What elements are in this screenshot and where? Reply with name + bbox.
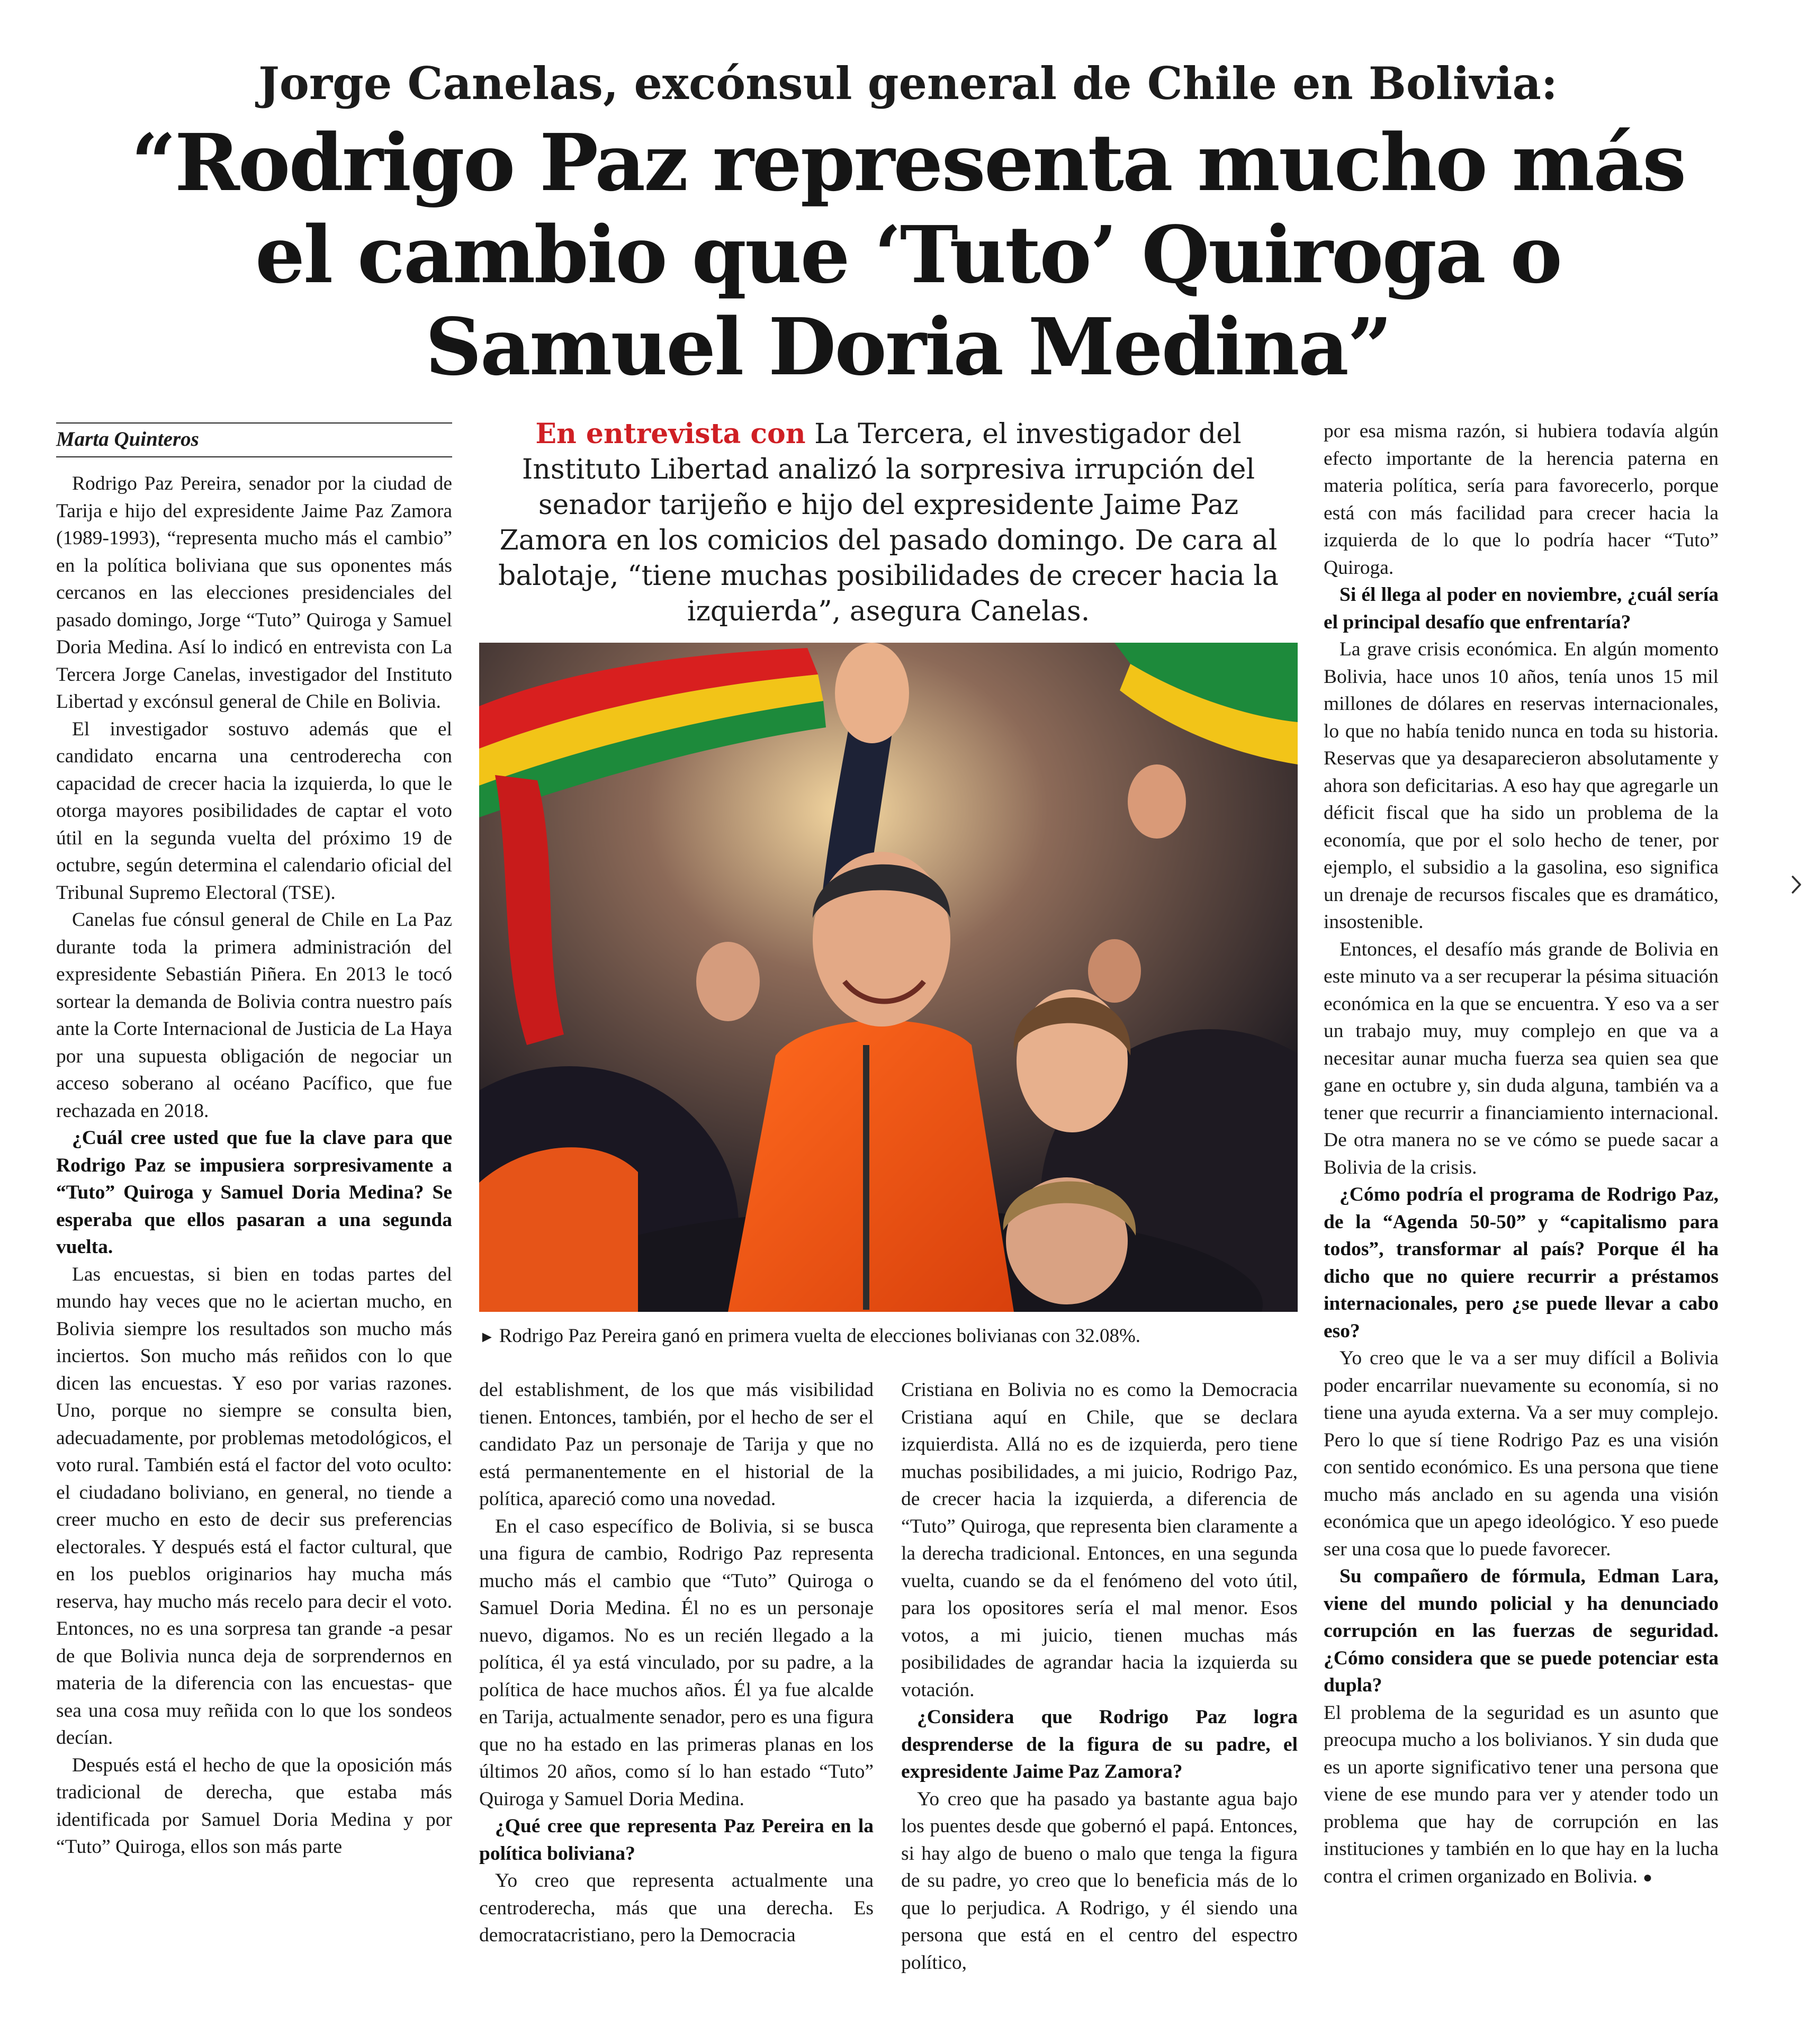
article-paragraph: La grave crisis económica. En algún momento Bolivia, hace unos 10 años, tenía unos 15 mil millones de dólares en reservas internacionales, lo que no había tenido nunca en toda su historia. Reservas que ya desaparecieron absolutamente y ahora son deficitarias. A eso hay que agregarle un déficit fiscal que ha sido un problema de la economía, que por el solo hecho de tener, por ejemplo, el subsidio a la gasolina, eso significa un drenaje de recursos fiscales que es dramático, insostenible.	[1324, 638, 1719, 933]
chevron-right-icon	[1788, 874, 1804, 896]
article-paragraph: por esa misma razón, si hubiera todavía algún efecto importante de la herencia paterna en materia política, sería para favorecerlo, porque está con más facilidad para crecer hacia la izquierda de lo que lo podría hacer “Tuto” Quiroga.	[1324, 420, 1719, 579]
caption-text: Rodrigo Paz Pereira ganó en primera vuelta de elecciones bolivianas con 32.08%.	[499, 1325, 1141, 1347]
photo-caption	[479, 1323, 1298, 1350]
article-column-3	[901, 1376, 1298, 1976]
article-paragraph: Canelas fue cónsul general de Chile en La Paz durante toda la primera administración del expresidente Sebastián Piñera. En 2013 le tocó sortear la demanda de Bolivia contra nuestro país ante la Corte Internacional de Justicia de La Haya por una supuesta obligación de negociar un acceso soberano al océano Pacífico, que fue rechazada en 2018.	[56, 909, 452, 1122]
article-paragraph: En el caso específico de Bolivia, si se busca una figura de cambio, Rodrigo Paz representa mucho más el cambio que “Tuto” Quiroga o Samuel Doria Medina. Él no es un personaje nuevo, digamos. No es un recién llegado a la política, él ya está vinculado, por su padre, a la política de hace muchos años. Él ya fue alcalde en Tarija, actualmente senador, pero es una figura que no ha estado en las primeras planas en los últimos 20 años, como sí lo han estado “Tuto” Quiroga y Samuel Doria Medina.	[479, 1515, 874, 1810]
interview-question: ¿Cómo podría el programa de Rodrigo Paz, de la “Agenda 50-50” y “capitalismo para todos”, transformar al país? Porque él ha dicho que no quiere recurrir a préstamos internacionales, pero ¿se puede llevar a cabo eso?	[1324, 1184, 1719, 1342]
article-column-4	[1324, 418, 1719, 1891]
end-mark-icon: ●	[1642, 1868, 1652, 1886]
article-paragraph: Yo creo que le va a ser muy difícil a Bolivia poder encarrilar nuevamente su economía, si no tiene una ayuda externa. Va a ser muy complejo. Pero lo que sí tiene Rodrigo Paz es una visión con sentido económico. Es una persona que tiene mucho más anclado en su agenda una visión económica que un apego ideológico. Y eso puede ser una cosa que lo puede favorecer.	[1324, 1347, 1719, 1560]
interview-question: ¿Considera que Rodrigo Paz logra desprenderse de la figura de su padre, el expresidente Jaime Paz Zamora?	[901, 1706, 1298, 1782]
headline-line: Samuel Doria Medina”	[425, 301, 1391, 393]
photo-illustration	[479, 643, 1298, 1312]
article-paragraph: Entonces, el desafío más grande de Bolivia en este minuto va a ser recuperar la pésima situación económica en la que se encuentra. Y eso va a ser un trabajo muy, muy complejo en que va a necesitar aunar mucha fuerza sea quien sea que gane en octubre y, sin duda alguna, también va a tener que recurrir a financiamiento internacional. De otra manera no se ve cómo se puede sacar a Bolivia de la crisis.	[1324, 938, 1719, 1178]
article-column-1	[56, 470, 452, 1861]
interview-question: Si él llega al poder en noviembre, ¿cuál sería el principal desafío que enfrentaría?	[1324, 584, 1719, 633]
lead-text: La Tercera, el investigador del Instituto Libertad analizó la sorpresiva irrupción del senador tarijeño e hijo del expresidente Jaime Paz Zamora en los comicios del pasado domingo. De cara al balotaje, “tiene muchas posibilidades de crecer hacia la izquierda”, asegura Canelas.	[498, 418, 1279, 627]
article-paragraph: Después está el hecho de que la oposición más tradicional de derecha, que estaba más identificada por Samuel Doria Medina y por “Tuto” Quiroga, ellos son más parte	[56, 1754, 452, 1858]
article-paragraph: Yo creo que ha pasado ya bastante agua bajo los puentes desde que gobernó el papá. Entonces, si hay algo de bueno o malo que tenga la figura de su padre, yo creo que lo beneficia más de lo que lo perjudica. A Rodrigo, y él siendo una persona que está en el centro del espectro político,	[901, 1788, 1298, 1974]
headline	[79, 116, 1737, 393]
lead-paragraph	[493, 416, 1283, 629]
article-column-2	[479, 1376, 874, 1949]
article-paragraph: Las encuestas, si bien en todas partes del mundo hay veces que no le aciertan mucho, en Bolivia siempre los resultados son mucho más inciertos. Son mucho más reñidos con lo que dicen las encuestas. Y eso por varias razones. Uno, porque no siempre se consulta bien, adecuadamente, por problemas metodológicos, el voto rural. También está el factor del voto oculto: el ciudadano boliviano, en general, no tiende a creer mucho en esto de decir sus preferencias electorales. Y después está el factor cultural, que en los pueblos originarios hay mucha más reserva, hay mucho más recelo para decir el voto. Entonces, no es una sorpresa tan grande -a pesar de que Bolivia nunca deja de sorprendernos en materia de la diferencia con las encuestas- que sea una cosa muy reñida con lo que los sondeos decían.	[56, 1263, 452, 1749]
article-paragraph: Yo creo que representa actualmente una centroderecha, más que una derecha. Es democratacristiano, pero la Democracia	[479, 1870, 874, 1946]
headline-line: “Rodrigo Paz representa mucho más	[131, 116, 1685, 209]
article-photo	[479, 643, 1298, 1312]
lead-highlight: En entrevista con	[535, 418, 806, 450]
article-paragraph: El problema de la seguridad es un asunto que preocupa mucho a los bolivianos. Y sin duda que es un aporte significativo tener una persona que viene de ese mundo para ver y atender todo un problema que hay de corrupción en las instituciones y también en lo que hay en la lucha contra el crimen organizado en Bolivia.	[1324, 1701, 1719, 1887]
article-paragraph: Rodrigo Paz Pereira, senador por la ciudad de Tarija e hijo del expresidente Jaime Paz Zamora (1989-1993), “representa mucho más el cambio” en la política boliviana que sus oponentes más cercanos en las elecciones presidenciales del pasado domingo, Jorge “Tuto” Quiroga y Samuel Doria Medina. Así lo indicó en entrevista con La Tercera Jorge Canelas, investigador del Instituto Libertad y excónsul general de Chile en Bolivia.	[56, 473, 452, 713]
interview-question: ¿Qué cree que representa Paz Pereira en la política boliviana?	[479, 1815, 874, 1865]
caption-arrow-icon: ►	[479, 1328, 495, 1346]
byline-box	[56, 422, 452, 457]
article-paragraph: Cristiana en Bolivia no es como la Democracia Cristiana aquí en Chile, que se declara izquierdista. Allá no es de izquierda, pero tiene muchas posibilidades, a mi juicio, Rodrigo Paz, de crecer hacia la izquierda, a diferencia de “Tuto” Quiroga, que representa bien claramente a la derecha tradicional. Entonces, en una segunda vuelta, cuando se da el fenómeno del voto útil, para los opositores sería el mal menor. Esos votos, a mi juicio, tienen muchas más posibilidades de agrandar hacia la izquierda su votación.	[901, 1379, 1298, 1701]
interview-question: ¿Cuál cree usted que fue la clave para que Rodrigo Paz se impusiera sorpresivamente a “Tuto” Quiroga y Samuel Doria Medina? Se esperaba que ellos pasaran a una segunda vuelta.	[56, 1127, 452, 1258]
headline-kicker: Jorge Canelas, excónsul general de Chile en Bolivia:	[258, 57, 1558, 110]
byline: Marta Quinteros	[56, 422, 452, 457]
article-paragraph: del establishment, de los que más visibilidad tienen. Entonces, también, por el hecho de ser el candidato Paz un personaje de Tarija y que no está permanentemente en el historial de la política, apareció como una novedad.	[479, 1379, 874, 1510]
article-paragraph: El investigador sostuvo además que el candidato encarna una centroderecha con capacidad de crecer hacia la izquierda, lo que le otorga mayores posibilidades de captar el voto útil en la segunda vuelta del próximo 19 de octubre, según determina el calendario oficial del Tribunal Supremo Electoral (TSE).	[56, 718, 452, 904]
headline-line: el cambio que ‘Tuto’ Quiroga o	[255, 209, 1561, 301]
next-page-button[interactable]	[1785, 874, 1808, 896]
interview-question: Su compañero de fórmula, Edman Lara, viene del mundo policial y ha denunciado corrupción en las fuerzas de seguridad. ¿Cómo considera que se puede potenciar esta dupla?	[1324, 1565, 1719, 1696]
